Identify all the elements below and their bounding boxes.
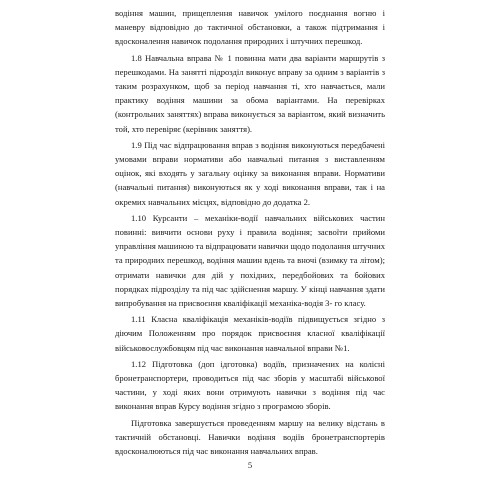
body-text [115, 6, 385, 460]
paragraph-1-12: 1.12 Підготовка (доп ідготовка) водіїв, призначених на колісні бронетранспортери, проводиться під час зборів у масштабі військової частини, у ході яких вони отримують навички з водіння під час виконання вправ Курсу водіння згідно з програмою зборів. [115, 358, 385, 412]
paragraph-1-8: 1.8 Навчальна вправа № 1 повинна мати два варіанти маршрутів з перешкодами. На занятті підрозділ виконує вправу за одним з варіантів з таким розрахунком, щоб за період навчання ті, хто навчається, мали практику водіння машини за обома варіантами. На перевірках (контрольних заняттях) вправа виконується за варіантом, який визначить той, хто перевіряє (керівник заняття). [115, 52, 385, 134]
paragraph-1-11: 1.11 Класна кваліфікація механіків-водіїв підвищується згідно з діючим Положенням про порядок присвоєння класної кваліфікації військовослужбовцям під час виконання навчальної вправи №1. [115, 314, 385, 353]
paragraph-1-9: 1.9 Під час відпрацювання вправ з водіння виконуються передбачені умовами вправи нормативи або навчальні питання з виставленням оцінок, які входять у загальну оцінку за виконання вправи. Нормативи (навчальні питання) виконуються як у ході виконання вправи, так і на окремих навчальних місцях, відповідно до додатка 2. [115, 139, 385, 207]
page-number: 5 [247, 460, 253, 470]
paragraph-final: Підготовка завершується проведенням маршу на велику відстань в тактичній обстановці. Навички водіння водіїв бронетранспортерів вдосконалюються під час виконання навчальних вправ. [115, 417, 385, 457]
paragraph-continuation: водіння машин, прищеплення навичок умілого поєднання вогню і маневру відповідно до тактичної обстановки, а також підтримання і вдосконалення навичок подолання природних і штучних перешкод. [115, 8, 385, 47]
paragraph-1-10: 1.10 Курсанти – механіки-водії навчальних військових частин повинні: вивчити основи руху і правила водіння; засвоїти прийоми управління машиною та відпрацювати навички щодо подолання штучних та природних перешкод, водіння машин вдень та вночі (взимку та літом); отримати навички для дій у похідних, передбойових та бойових порядках підрозділу та під час здійснення маршу. У кінці навчання здати випробування на присвоєння кваліфікації механіка-водія 3- го класу. [115, 212, 385, 309]
